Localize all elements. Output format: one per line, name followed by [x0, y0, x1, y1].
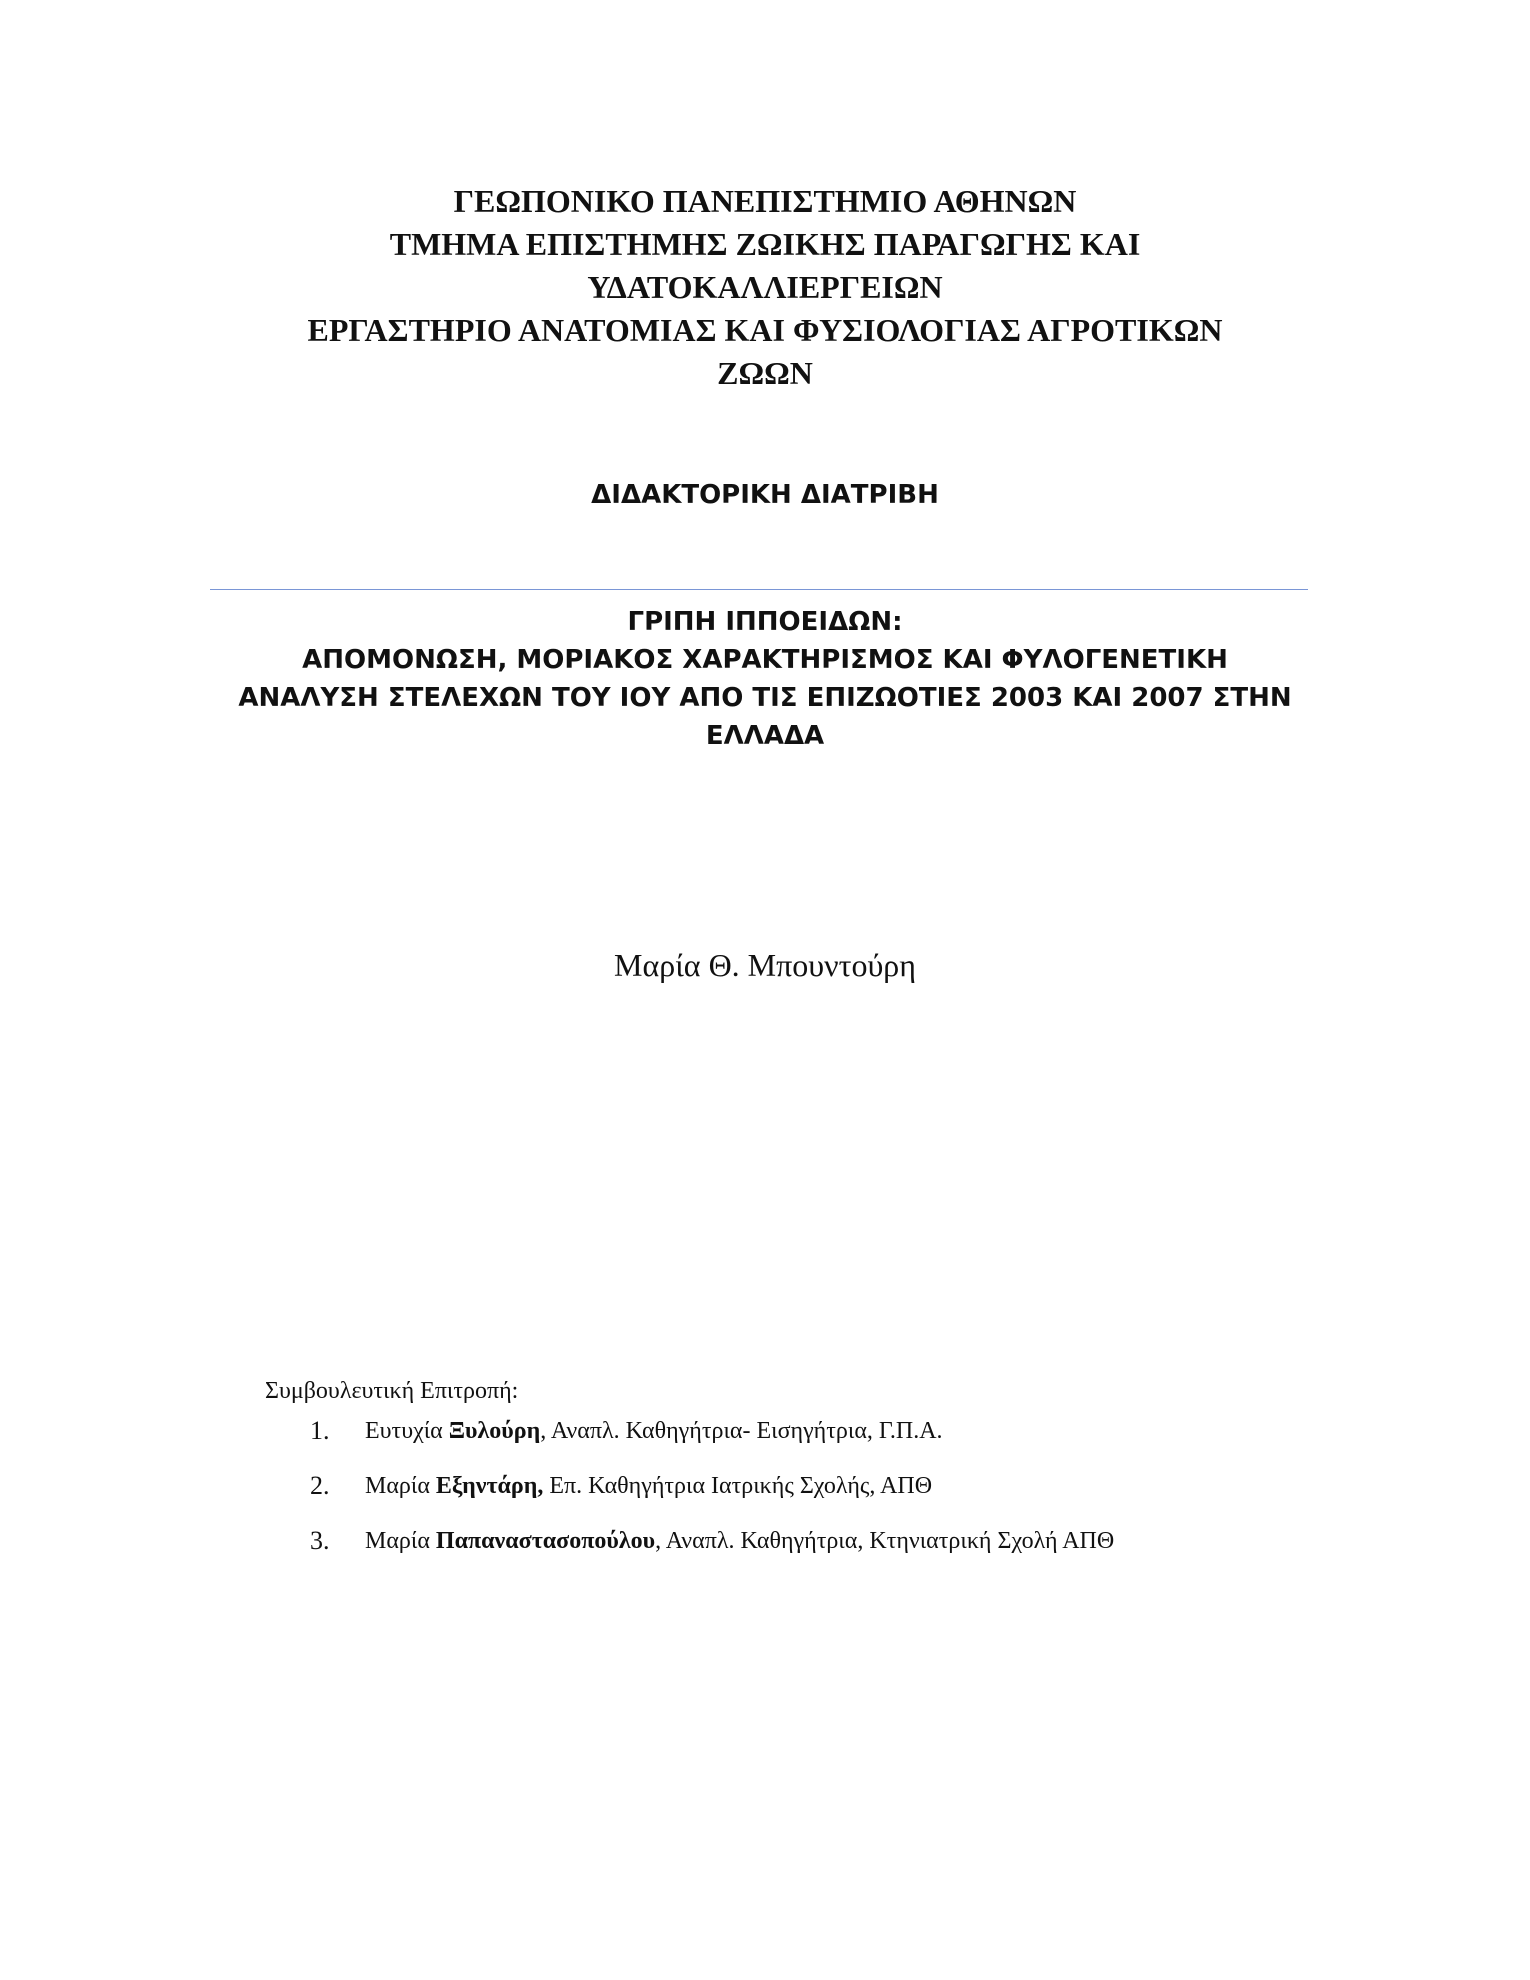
- member-first-name: Μαρία: [365, 1473, 436, 1499]
- member-entry: [365, 1413, 943, 1449]
- title-line-2: ΑΠΟΜΟΝΩΣΗ, ΜΟΡΙΑΚΟΣ ΧΑΡΑΚΤΗΡΙΣΜΟΣ ΚΑΙ ΦΥΛΟΓΕΝΕΤΙΚΗ: [302, 645, 1228, 675]
- committee-member: [265, 1468, 1415, 1523]
- member-entry: [365, 1523, 1114, 1559]
- author-name: Μαρία Θ. Μπουντούρη: [614, 947, 916, 983]
- thesis-type-heading: ΔΙΔΑΚΤΟΡΙΚΗ ΔΙΑΤΡΙΒΗ: [591, 480, 939, 510]
- title-line-1: ΓΡΙΠΗ ΙΠΠΟΕΙΔΩΝ:: [627, 607, 903, 637]
- title-divider: [210, 589, 1308, 590]
- committee-heading: Συμβουλευτική Επιτροπή:: [265, 1378, 519, 1404]
- member-entry: [365, 1468, 932, 1504]
- member-role: , Αναπλ. Καθηγήτρια- Εισηγήτρια, Γ.Π.Α.: [540, 1418, 943, 1444]
- member-number: 2.: [310, 1471, 330, 1500]
- thesis-title: [160, 603, 1370, 755]
- member-surname: Παπαναστασοπούλου: [435, 1528, 656, 1554]
- member-first-name: Ευτυχία: [365, 1418, 449, 1444]
- header-line-laboratory-cont: ΖΩΩΝ: [717, 355, 813, 391]
- committee-member: [265, 1413, 1415, 1468]
- header-line-university: ΓΕΩΠΟΝΙΚΟ ΠΑΝΕΠΙΣΤΗΜΙΟ ΑΘΗΝΩΝ: [453, 183, 1077, 219]
- member-surname: Εξηντάρη,: [435, 1473, 544, 1499]
- member-number: 1.: [310, 1416, 330, 1445]
- member-role: Επ. Καθηγήτρια Ιατρικής Σχολής, ΑΠΘ: [543, 1473, 933, 1499]
- title-line-4: ΕΛΛΑΔΑ: [705, 721, 825, 751]
- member-first-name: Μαρία: [365, 1528, 436, 1554]
- member-number: 3.: [310, 1526, 330, 1555]
- member-role: , Αναπλ. Καθηγήτρια, Κτηνιατρική Σχολή ΑΠΘ: [655, 1528, 1115, 1554]
- title-line-3: ΑΝΑΛΥΣΗ ΣΤΕΛΕΧΩΝ ΤΟΥ ΙΟΥ ΑΠΟ ΤΙΣ ΕΠΙΖΩΟΤΙΕΣ 2003 ΚΑΙ 2007 ΣΤΗΝ: [238, 683, 1292, 713]
- institution-header: [160, 180, 1370, 395]
- advisory-committee: [265, 1375, 1415, 1578]
- header-line-department-cont: ΥΔΑΤΟΚΑΛΛΙΕΡΓΕΙΩΝ: [587, 269, 943, 305]
- member-surname: Ξυλούρη: [448, 1418, 541, 1444]
- header-line-department: ΤΜΗΜΑ ΕΠΙΣΤΗΜΗΣ ΖΩΙΚΗΣ ΠΑΡΑΓΩΓΗΣ ΚΑΙ: [389, 226, 1141, 262]
- header-line-laboratory: ΕΡΓΑΣΤΗΡΙΟ ΑΝΑΤΟΜΙΑΣ ΚΑΙ ΦΥΣΙΟΛΟΓΙΑΣ ΑΓΡΟΤΙΚΩΝ: [307, 312, 1223, 348]
- committee-member: [265, 1523, 1415, 1578]
